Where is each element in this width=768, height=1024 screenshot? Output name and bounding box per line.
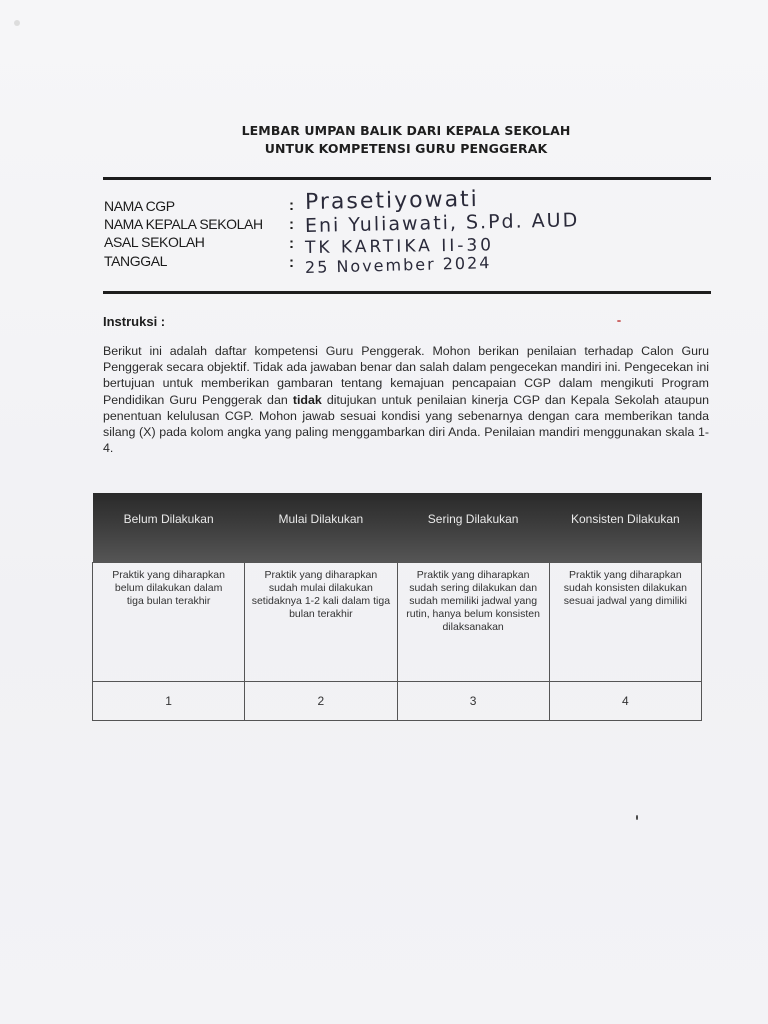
instructions-bold-word: tidak	[292, 392, 322, 407]
field-colon: :	[289, 216, 294, 233]
field-colon: :	[289, 254, 294, 271]
instructions-text-part1: Berikut ini adalah daftar kompetensi Guru Penggerak. Mohon berikan penilaian terhadap Calon Guru Penggerak secara objektif. Tidak ada jawaban benar dan salah dalam pengecekan mandiri ini. Pengecekan ini bertujuan untuk memberikan gambaran tentang kemajuan pencapaian CGP dalam mengikuti Program Pendidikan Guru Penggerak dan	[103, 344, 709, 407]
scale-number-3: 3	[397, 682, 549, 721]
instructions-text-part2: ditujukan untuk penilaian kinerja CGP dan Kepala Sekolah ataupun penentuan kelulusan CGP. Mohon jawab sesuai kondisi yang sebenarnya dengan cara memberikan tanda silang (X) pada kolom angka yang paling menggambarkan diri Anda. Penilaian mandiri menggunakan skala 1-4.	[103, 392, 710, 456]
field-label-asal-sekolah: ASAL SEKOLAH	[104, 234, 205, 250]
bottom-divider	[103, 291, 711, 294]
scan-speck	[617, 320, 621, 322]
scale-number-4: 4	[549, 682, 701, 721]
document-title-line1: LEMBAR UMPAN BALIK DARI KEPALA SEKOLAH	[241, 123, 571, 138]
rating-scale-table	[92, 493, 702, 721]
scale-description-3: Praktik yang diharapkan sudah sering dilakukan dan sudah memiliki jadwal yang rutin, hanya belum konsisten dilaksanakan	[397, 563, 549, 682]
scan-speck	[14, 20, 20, 26]
scale-header-2: Mulai Dilakukan	[245, 493, 397, 563]
scale-description-4: Praktik yang diharapkan sudah konsisten dilakukan sesuai jadwal yang dimiliki	[549, 563, 701, 682]
scan-speck	[636, 815, 638, 820]
scale-number-row	[93, 682, 702, 721]
document-title-line2: UNTUK KOMPETENSI GURU PENGGERAK	[264, 141, 548, 156]
scale-header-3: Sering Dilakukan	[397, 493, 549, 563]
top-divider	[103, 177, 711, 180]
handwritten-tanggal: 25 November 2024	[304, 253, 492, 277]
scale-description-2: Praktik yang diharapkan sudah mulai dilakukan setidaknya 1-2 kali dalam tiga bulan terakhir	[245, 563, 397, 682]
field-colon: :	[289, 197, 294, 214]
field-label-nama-kepala-sekolah: NAMA KEPALA SEKOLAH	[104, 216, 263, 232]
scale-header-1: Belum Dilakukan	[93, 493, 245, 563]
scale-header-row	[93, 493, 702, 563]
scale-number-2: 2	[245, 682, 397, 721]
field-colon: :	[289, 235, 294, 252]
scale-number-1: 1	[93, 682, 245, 721]
handwritten-asal-sekolah: TK KARTIKA II-30	[304, 235, 495, 258]
scale-description-row	[93, 563, 702, 682]
handwritten-nama-kepala-sekolah: Eni Yuliawati, S.Pd. AUD	[304, 209, 580, 237]
scale-description-1: Praktik yang diharapkan belum dilakukan dalam tiga bulan terakhir	[93, 563, 245, 682]
handwritten-nama-cgp: Prasetiyowati	[304, 186, 480, 215]
instructions-body	[103, 343, 709, 456]
field-label-tanggal: TANGGAL	[104, 253, 168, 269]
scale-header-4: Konsisten Dilakukan	[549, 493, 701, 563]
field-label-nama-cgp: NAMA CGP	[104, 198, 175, 214]
instructions-heading: Instruksi :	[103, 314, 166, 329]
